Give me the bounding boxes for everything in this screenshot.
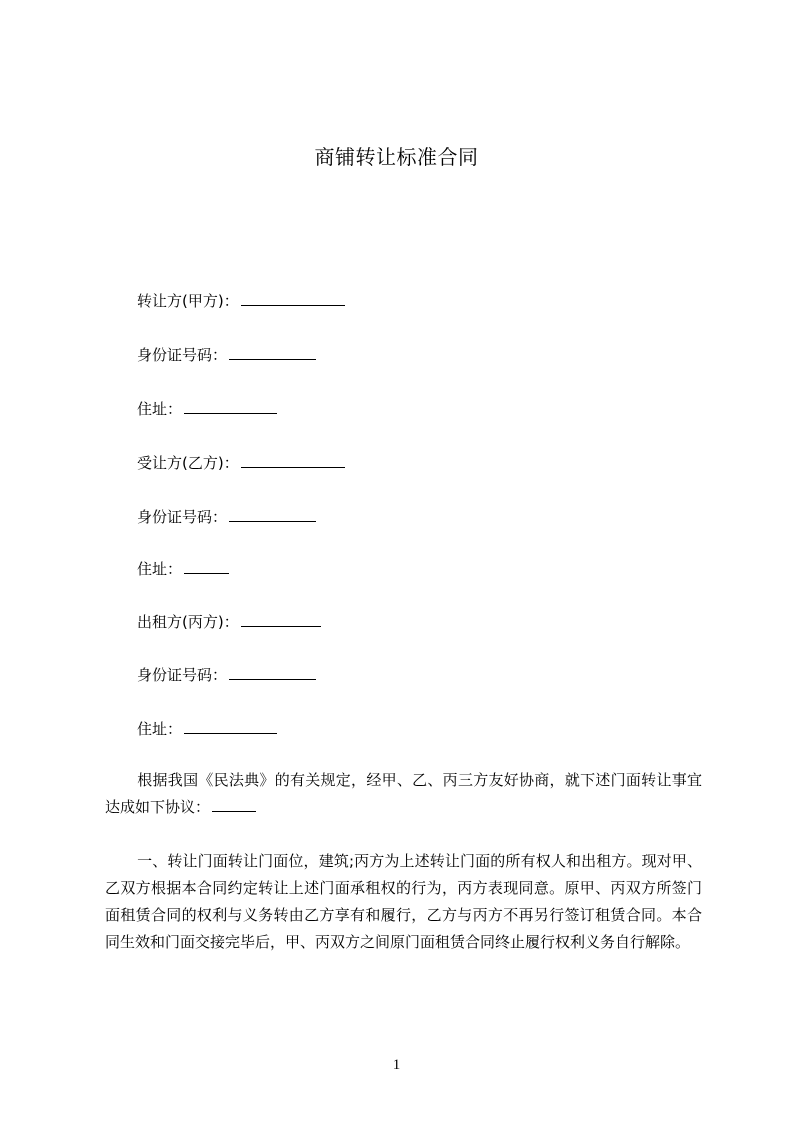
field-transferee-address (137, 559, 229, 579)
intro-paragraph (105, 767, 702, 821)
clause-1-text: 一、转让门面转让门面位，建筑;丙方为上述转让门面的所有权人和出租方。现对甲、乙双方根据本合同约定转让上述门面承租权的行为，丙方表现同意。原甲、丙双方所签门面租赁合同的权利与义务转由乙方享有和履行，乙方与丙方不再另行签订租赁合同。本合同生效和门面交接完毕后，甲、丙双方之间原门面租赁合同终止履行权利义务自行解除。 (105, 852, 702, 951)
field-transferor-id (137, 345, 316, 365)
fill-in-blank (212, 797, 256, 812)
field-label: 身份证号码： (137, 666, 228, 684)
document-title: 商铺转让标准合同 (314, 145, 479, 169)
fill-in-blank (241, 453, 345, 468)
fill-in-blank (229, 665, 316, 680)
fill-in-blank (184, 719, 277, 734)
field-label: 受让方(乙方)： (137, 454, 239, 472)
intro-text: 根据我国《民法典》的有关规定，经甲、乙、丙三方友好协商，就下述门面转让事宜达成如下协议： (105, 771, 702, 816)
fill-in-blank (241, 291, 345, 306)
field-label: 住址： (137, 400, 183, 418)
field-label: 住址： (137, 560, 183, 578)
page-number: 1 (392, 1057, 401, 1073)
fill-in-blank (229, 345, 316, 360)
field-label: 身份证号码： (137, 508, 228, 526)
field-transferee (137, 453, 345, 473)
field-transferee-id (137, 507, 316, 527)
field-transferor-address (137, 399, 277, 419)
field-lessor (137, 612, 321, 632)
field-lessor-id (137, 665, 316, 685)
fill-in-blank (184, 559, 229, 574)
field-label: 转让方(甲方)： (137, 292, 239, 310)
field-lessor-address (137, 719, 277, 739)
fill-in-blank (229, 507, 316, 522)
clause-1-paragraph (105, 848, 702, 956)
field-label: 出租方(丙方)： (137, 613, 239, 631)
fill-in-blank (184, 399, 277, 414)
field-label: 住址： (137, 720, 183, 738)
field-label: 身份证号码： (137, 346, 228, 364)
field-transferor (137, 291, 345, 311)
fill-in-blank (241, 612, 321, 627)
